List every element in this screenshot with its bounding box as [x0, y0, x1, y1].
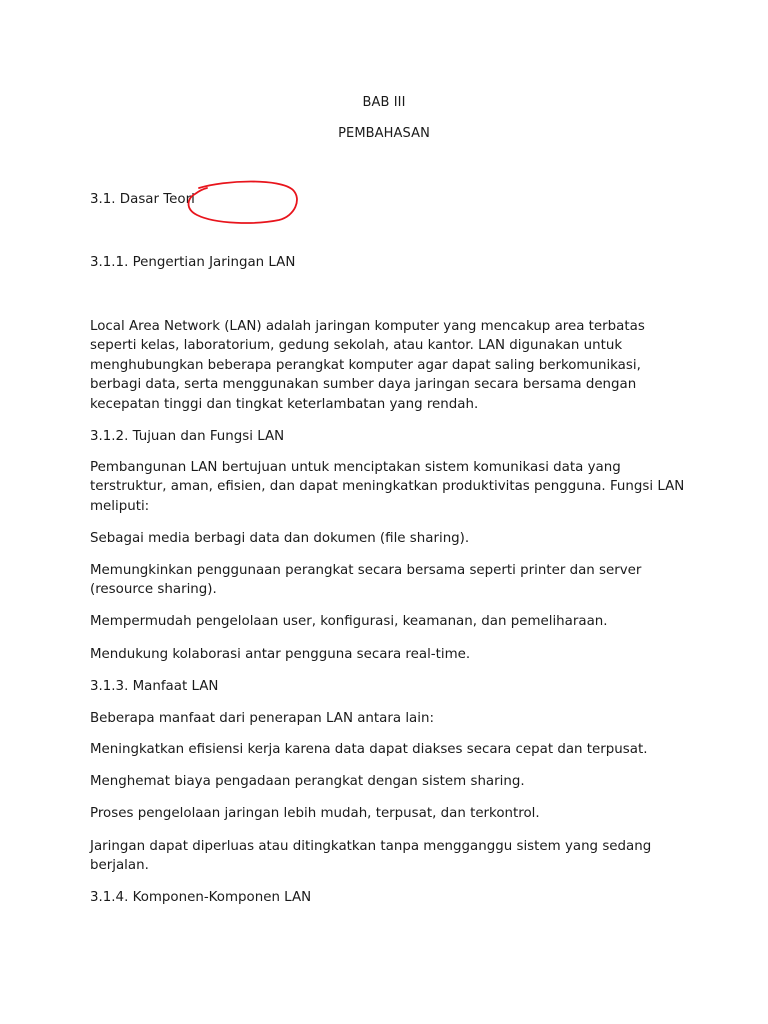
section-heading-3-1-3: 3.1.3. Manfaat LAN — [90, 679, 219, 694]
paragraph-tujuan — [90, 458, 690, 516]
section-heading-3-1-4: 3.1.4. Komponen-Komponen LAN — [90, 890, 312, 905]
red-circle-annotation — [185, 178, 301, 228]
paragraph-line: Jaringan dapat diperluas atau ditingkatkan tanpa mengganggu sistem yang sedang — [90, 839, 652, 854]
list-item-manfaat: Proses pengelolaan jaringan lebih mudah, terpusat, dan terkontrol. — [90, 806, 540, 821]
paragraph-line: meliputi: — [90, 498, 150, 514]
paragraph-line: (resource sharing). — [90, 582, 217, 598]
chapter-title: PEMBAHASAN — [338, 126, 430, 141]
list-item-manfaat: Menghemat biaya pengadaan perangkat dengan sistem sharing. — [90, 774, 525, 789]
list-item-fungsi — [90, 561, 690, 600]
paragraph-line: Local Area Network (LAN) adalah jaringan komputer yang mencakup area terbatas — [90, 319, 645, 334]
list-item-fungsi: Sebagai media berbagi data dan dokumen (file sharing). — [90, 531, 470, 546]
paragraph-line: kecepatan tinggi dan tingkat keterlambatan yang rendah. — [90, 396, 479, 412]
list-item-manfaat — [90, 837, 690, 876]
section-heading-3-1-2: 3.1.2. Tujuan dan Fungsi LAN — [90, 429, 285, 444]
paragraph-line: Memungkinkan penggunaan perangkat secara bersama seperti printer dan server — [90, 563, 642, 578]
paragraph-line: terstruktur, aman, efisien, dan dapat meningkatkan produktivitas pengguna. Fungsi LAN — [90, 479, 685, 495]
paragraph-line: Pembangunan LAN bertujuan untuk menciptakan sistem komunikasi data yang — [90, 460, 621, 475]
list-item-manfaat: Meningkatkan efisiensi kerja karena data dapat diakses secara cepat dan terpusat. — [90, 742, 648, 757]
paragraph-line: berbagi data, serta menggunakan sumber daya jaringan secara bersama dengan — [90, 377, 637, 393]
paragraph-line: menghubungkan beberapa perangkat komputer agar dapat saling berkomunikasi, — [90, 357, 641, 373]
chapter-label: BAB III — [362, 95, 406, 110]
list-item-fungsi: Mendukung kolaborasi antar pengguna secara real-time. — [90, 647, 471, 662]
section-heading-3-1: 3.1. Dasar Teori — [90, 192, 195, 207]
paragraph-lan-definition — [90, 317, 690, 414]
paragraph-line: seperti kelas, laboratorium, gedung sekolah, atau kantor. LAN digunakan untuk — [90, 338, 623, 354]
manfaat-intro: Beberapa manfaat dari penerapan LAN antara lain: — [90, 711, 434, 726]
paragraph-line: berjalan. — [90, 858, 149, 874]
list-item-fungsi: Mempermudah pengelolaan user, konfigurasi, keamanan, dan pemeliharaan. — [90, 614, 608, 629]
section-heading-3-1-1: 3.1.1. Pengertian Jaringan LAN — [90, 255, 296, 270]
